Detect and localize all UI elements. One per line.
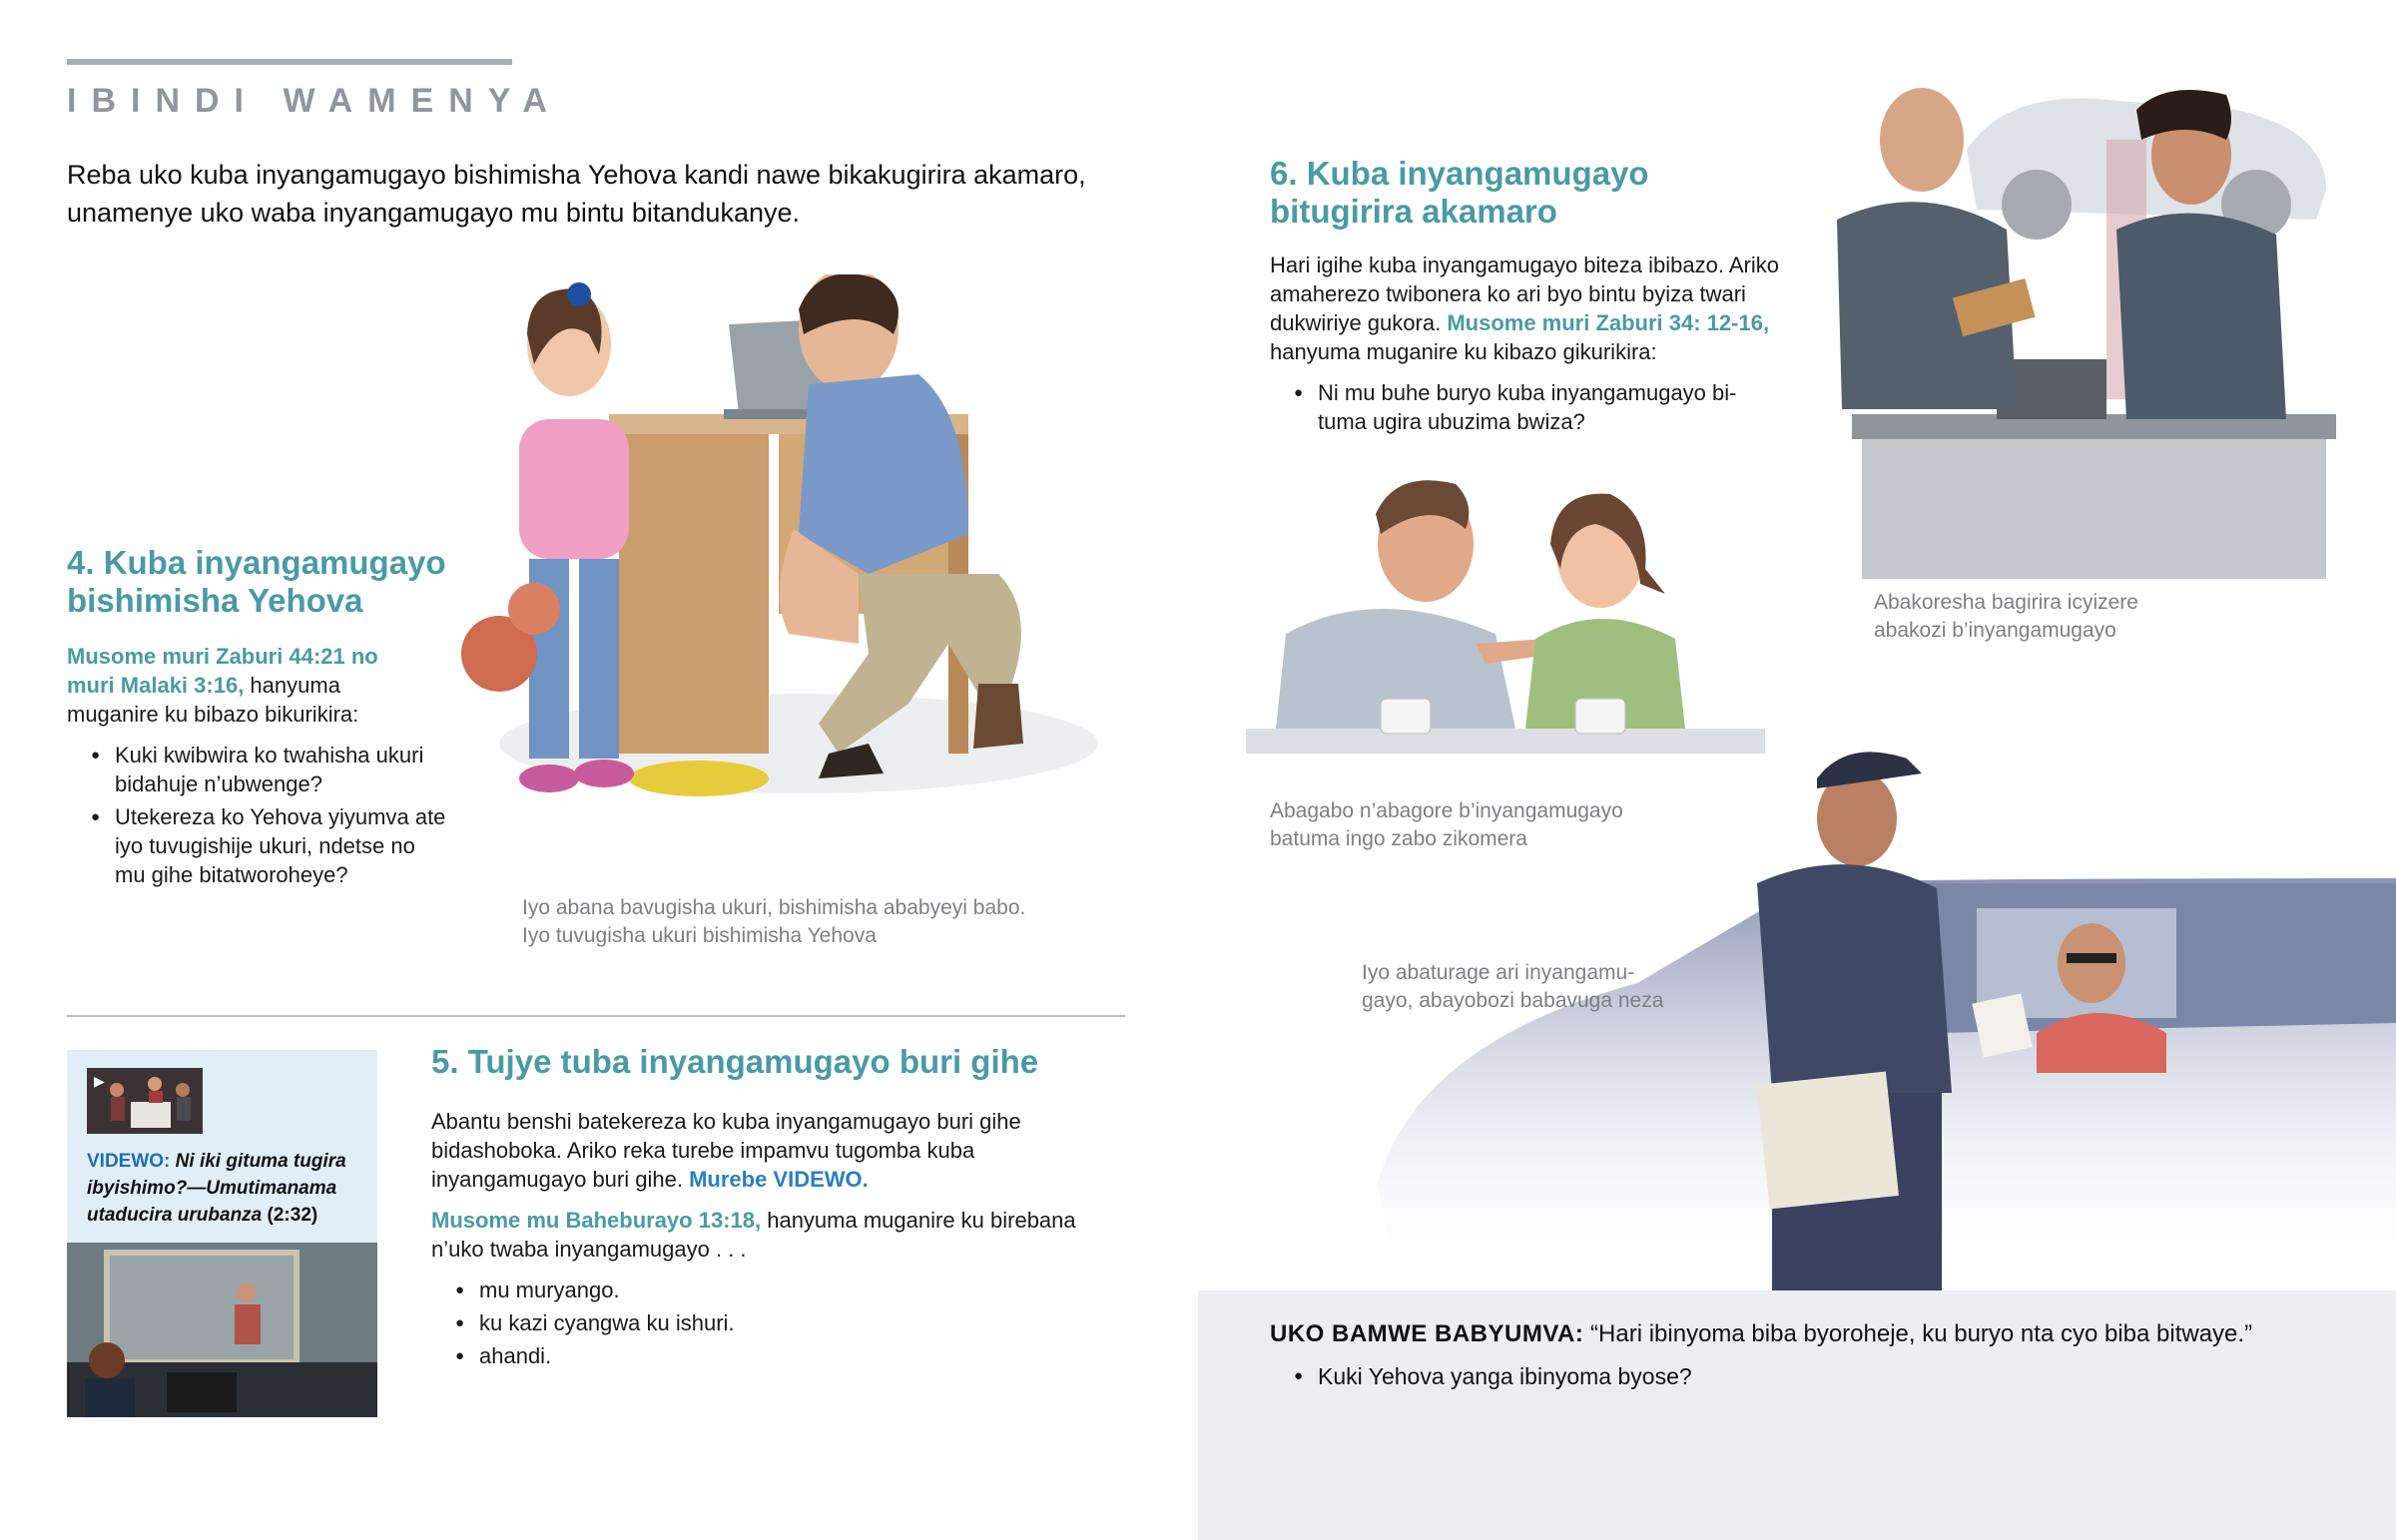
caption-line: Abagabo n’abagore b’inyangamugayo (1270, 799, 1623, 822)
caption-line: Abakoresha bagirira icyizere (1874, 591, 2138, 614)
opinion-questions (1270, 1359, 2368, 1393)
section-6-text: Hari igihe kuba inyangamugayo biteza ibibazo. Ariko amaherezo twibonera ko ari byo bintu byiza twari dukwiriye gukora. (1270, 253, 1779, 335)
section-5-list (431, 1276, 1130, 1370)
section-6-instruction: hanyuma muganire ku kibazo gikurikira: (1270, 339, 1657, 364)
section-5-body (431, 1206, 1110, 1264)
intro-text: Reba uko kuba inyangamugayo bishimisha Yehova kandi nawe bikakugirira akamaro, unamenye uko waba inyangamugayo mu bintu bitandukanye. (67, 160, 1086, 228)
list-item: ● ahandi. (455, 1341, 1130, 1370)
caption-line: Iyo tuvugisha ukuri bishimisha Yehova (522, 924, 877, 947)
caption-line: abakozi b’inyangamugayo (1874, 619, 2116, 642)
section-6-scripture-ref[interactable]: Musome muri Zaburi 34: 12-16, (1447, 310, 1770, 335)
section-4-instruction: hanyuma muganire ku bibazo bikurikira: (67, 673, 359, 727)
mechanics-illustration (1807, 80, 2346, 589)
header-rule (67, 59, 512, 65)
question-item: ● Kuki Yehova yanga ibinyoma byose? (1294, 1359, 2368, 1393)
opinion-label: UKO BAMWE BABYUMVA: (1270, 1320, 1584, 1347)
caption-line: batuma ingo zabo zikomera (1270, 827, 1527, 850)
girl-father-caption (522, 894, 1121, 950)
video-still-image (67, 1243, 377, 1417)
opinion-quote: “Hari ibinyoma biba byoroheje, ku buryo nta cyo biba bitwaye.” (1583, 1320, 2253, 1347)
section-6-body (1270, 251, 1779, 366)
section-5-title: 5. Tujye tuba inyangamugayo buri gihe (431, 1043, 1039, 1080)
watch-video-link[interactable]: Murebe VIDEWO. (689, 1167, 869, 1192)
mechanics-caption (1874, 589, 2223, 645)
video-thumbnail[interactable] (87, 1068, 203, 1134)
section-5 (431, 1043, 1130, 1374)
question-item: ● Utekereza ko Yehova yiyumva ate iyo tuvugishije ukuri, ndetse no mu gihe bitatworoheye? (91, 802, 450, 889)
section-5-text: Abantu benshi batekereza ko kuba inyangamugayo buri gihe bidashoboka. Ariko reka turebe impamvu tugomba kuba inyangamugayo buri gihe. (431, 1109, 1021, 1192)
section-kicker: IBINDI WAMENYA (67, 82, 562, 120)
section-4 (67, 544, 486, 893)
section-5-paragraph (431, 1107, 1080, 1194)
girl-father-illustration (439, 274, 1118, 833)
section-6-title: 6. Kuba inyangamugayo bitugirira akamaro (1270, 155, 1649, 230)
question-item: ● Kuki kwibwira ko twahisha ukuri bidahuje n’ubwenge? (91, 741, 450, 798)
question-item: ● Ni mu buhe buryo kuba inyangamugayo bi-tuma ugira ubuzima bwiza? (1294, 378, 1773, 436)
section-6 (1270, 155, 1789, 440)
section-4-title: 4. Kuba inyangamugayo bishimisha Yehova (67, 544, 446, 619)
couple-illustration (1246, 474, 1765, 769)
police-caption (1362, 959, 1741, 1015)
section-4-questions (67, 741, 450, 889)
section-divider (67, 1015, 1125, 1017)
caption-line: Iyo abaturage ari inyangamu- (1362, 961, 1635, 984)
section-5-instruction: hanyuma muganire ku birebana n’uko twaba inyangamugayo . . . (431, 1208, 1076, 1262)
opinion-box (1270, 1317, 2368, 1397)
video-tag: VIDEWO: (87, 1151, 171, 1172)
section-4-scripture-ref[interactable]: Musome muri Zaburi 44:21 no muri Malaki 3:16, (67, 644, 378, 698)
caption-line: Iyo abana bavugisha ukuri, bishimisha ababyeyi babo. (522, 896, 1026, 919)
video-label[interactable] (87, 1148, 366, 1229)
section-6-questions (1270, 378, 1773, 436)
video-duration: (2:32) (267, 1205, 318, 1226)
list-item: ● ku kazi cyangwa ku ishuri. (455, 1308, 1130, 1337)
play-icon[interactable]: ▶ (94, 1073, 105, 1089)
list-item: ● mu muryango. (455, 1276, 1130, 1304)
video-title: Ni iki gituma tugira ibyishimo?—Umutimanama utaducira urubanza (87, 1151, 346, 1226)
caption-line: gayo, abayobozi babavuga neza (1362, 989, 1664, 1012)
section-5-scripture-ref[interactable]: Musome mu Baheburayo 13:18, (431, 1208, 762, 1233)
section-4-body (67, 642, 396, 729)
